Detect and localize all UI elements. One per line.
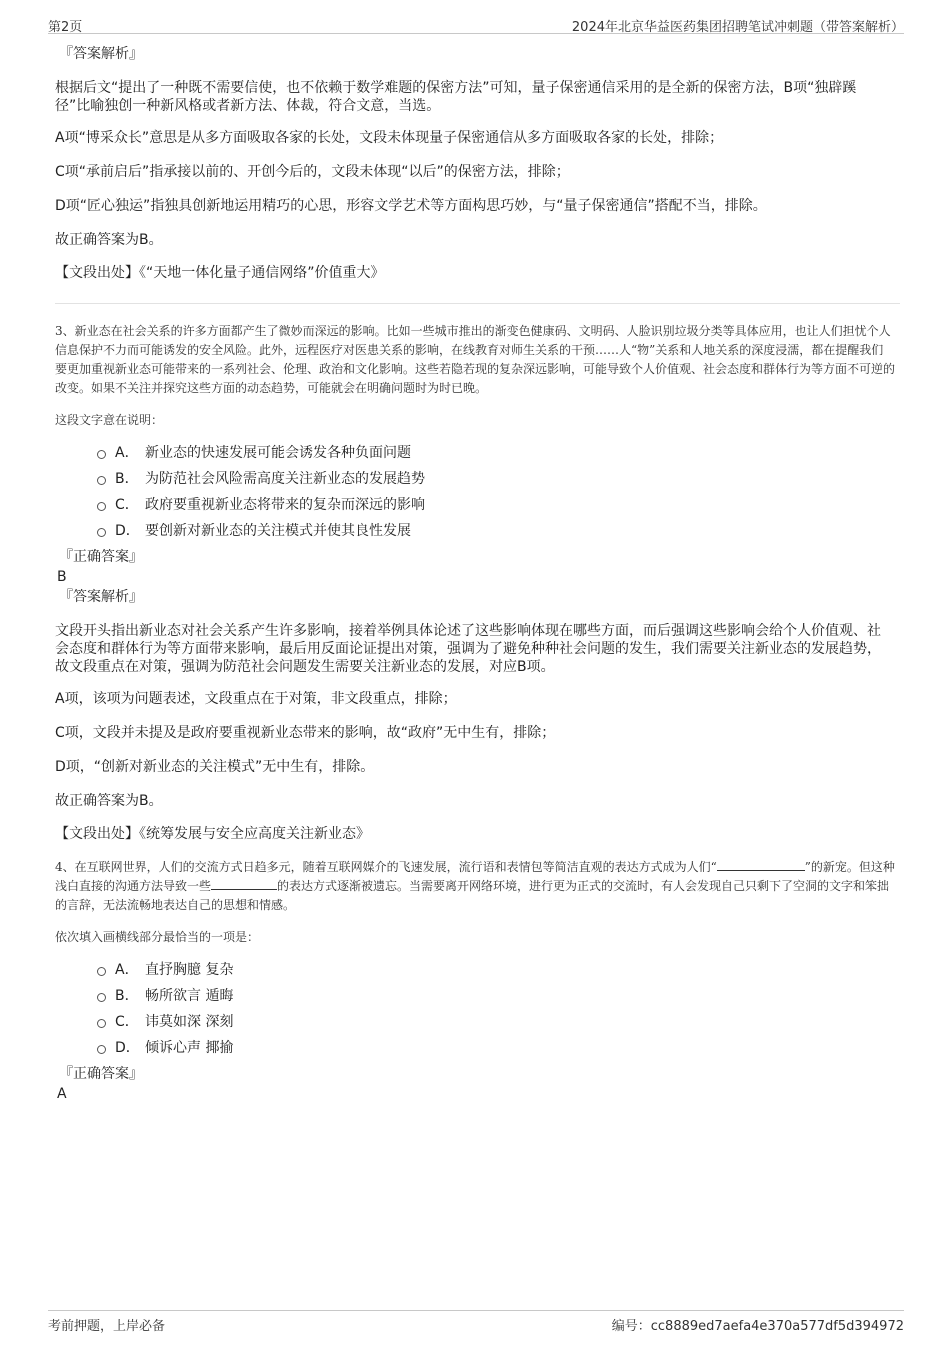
q4-option-a[interactable]: A． 直抒胸臆 复杂 [97, 956, 900, 982]
q4-blank-1 [717, 859, 805, 871]
q3-stem: 3、新业态在社会关系的许多方面都产生了微妙而深远的影响。比如一些城市推出的渐变色健康码、文明码、人脸识别垃圾分类等具体应用，也让人们担忧个人信息保护不力而可能诱发的安全风险。此外，远程医疗对医患关系的影响，在线教育对师生关系的干预……人“物”关系和人地关系的深度浸濡，都在提醒我们要更加重视新业态可能带来的一系列社会、伦理、政治和文化影响。这些若隐若现的复杂深远影响，可能导致个人价值观、社会态度和群体行为等方面不可逆的改变。如果不关注并探究这些方面的动态趋势，可能就会在明确问题时为时已晚。 [55, 324, 896, 395]
radio-icon[interactable] [97, 502, 106, 511]
q3-analysis-a: A项，该项为问题表述，文段重点在于对策，非文段重点，排除； [55, 691, 457, 707]
q3-conclusion: 故正确答案为B。 [55, 793, 163, 809]
radio-icon[interactable] [97, 967, 106, 976]
q3-analysis-c: C项，文段并未提及是政府要重视新业态带来的影响，故“政府”无中生有，排除； [55, 725, 556, 741]
radio-icon[interactable] [97, 528, 106, 537]
q3-answer: B [57, 569, 67, 585]
q4-blank-2 [211, 878, 277, 890]
q4-prompt: 依次填入画横线部分最恰当的一项是： [55, 930, 260, 944]
q3-option-d[interactable]: D． 要创新对新业态的关注模式并使其良性发展 [97, 517, 900, 543]
q3-prompt: 这段文字意在说明： [55, 413, 164, 427]
q2-conclusion: 故正确答案为B。 [55, 232, 163, 248]
radio-icon[interactable] [97, 993, 106, 1002]
page-header [48, 14, 904, 34]
q2-source: 【文段出处】《“天地一体化量子通信网络”价值重大》 [55, 265, 385, 281]
q3-analysis-main: 文段开头指出新业态对社会关系产生许多影响，接着举例具体论述了这些影响体现在哪些方面，而后强调这些影响会给个人价值观、社会态度和群体行为等方面带来影响，最后用反面论证提出对策，强调为了避免种种社会问题的发生，我们需要关注新业态的发展趋势，故文段重点在对策，强调为防范社会问题发生需要关注新业态的发展，对应B项。 [55, 623, 881, 675]
document-title: 2024年北京华益医药集团招聘笔试冲刺题（带答案解析） [571, 20, 904, 35]
page-footer [48, 1310, 904, 1334]
q4-answer: A [57, 1086, 67, 1102]
page-number: 第2页 [48, 20, 83, 35]
divider [55, 303, 900, 304]
q3-option-b[interactable]: B． 为防范社会风险需高度关注新业态的发展趋势 [97, 465, 900, 491]
radio-icon[interactable] [97, 1019, 106, 1028]
footer-code: 编号：cc8889ed7aefa4e370a577df5d394972 [611, 1319, 904, 1334]
q4-option-c[interactable]: C． 讳莫如深 深刻 [97, 1008, 900, 1034]
q2-analysis-d: D项“匠心独运”指独具创新地运用精巧的心思，形容文学艺术等方面构思巧妙，与“量子保密通信”搭配不当，排除。 [55, 198, 767, 214]
q2-analysis-tag: 『答案解析』 [59, 46, 143, 62]
q3-analysis-tag: 『答案解析』 [59, 589, 143, 605]
q4-stem: 4、在互联网世界，人们的交流方式日趋多元，随着互联网媒介的飞速发展，流行语和表情包等简洁直观的表达方式成为人们“ ”的新宠。但这种浅白直接的沟通方法导致一些 的表达方式逐渐被遗忘。当需要离开网络环境，进行更为正式的交流时，有人会发现自己只剩下了空洞的文字和笨拙的言辞，无法流畅地表达自己的思想和情感。 [55, 860, 895, 912]
q2-analysis-c: C项“承前启后”指承接以前的、开创今后的，文段未体现“以后”的保密方法，排除； [55, 164, 570, 180]
q3-answer-tag: 『正确答案』 [59, 549, 143, 565]
footer-slogan: 考前押题，上岸必备 [48, 1319, 166, 1334]
q2-analysis-a: A项“博采众长”意思是从多方面吸取各家的长处，文段未体现量子保密通信从多方面吸取各家的长处，排除； [55, 130, 724, 146]
q3-option-a[interactable]: A． 新业态的快速发展可能会诱发各种负面问题 [97, 439, 900, 465]
radio-icon[interactable] [97, 476, 106, 485]
radio-icon[interactable] [97, 1045, 106, 1054]
q3-option-c[interactable]: C． 政府要重视新业态将带来的复杂而深远的影响 [97, 491, 900, 517]
q3-options [97, 439, 900, 543]
q3-source: 【文段出处】《统筹发展与安全应高度关注新业态》 [55, 826, 370, 842]
q4-answer-tag: 『正确答案』 [59, 1066, 143, 1082]
document-body [55, 44, 900, 1104]
q2-analysis-main: 根据后文“提出了一种既不需要信使，也不依赖于数学难题的保密方法”可知，量子保密通信采用的是全新的保密方法，B项“独辟蹊径”比喻独创一种新风格或者新方法、体裁，符合文意，当选。 [55, 80, 857, 114]
q4-option-b[interactable]: B． 畅所欲言 遁晦 [97, 982, 900, 1008]
q4-options [97, 956, 900, 1060]
radio-icon[interactable] [97, 450, 106, 459]
q4-option-d[interactable]: D． 倾诉心声 揶揄 [97, 1034, 900, 1060]
q3-analysis-d: D项，“创新对新业态的关注模式”无中生有，排除。 [55, 759, 375, 775]
